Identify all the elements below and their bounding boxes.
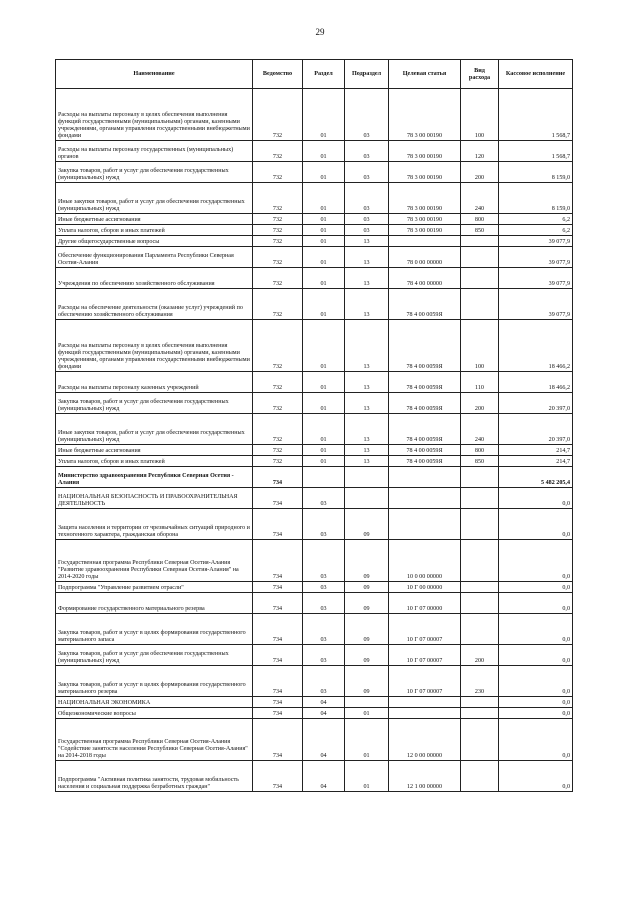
cell-section: 01 xyxy=(303,320,345,372)
cell-section: 01 xyxy=(303,141,345,162)
table-row xyxy=(56,89,573,141)
table-row xyxy=(56,582,573,593)
table-row xyxy=(56,708,573,719)
cell-department: 734 xyxy=(253,488,303,509)
cell-department: 732 xyxy=(253,445,303,456)
table-row xyxy=(56,719,573,761)
cell-subsection: 13 xyxy=(345,414,389,445)
cell-target-item: 78 3 00 00190 xyxy=(389,183,461,214)
cell-cash-execution: 5 482 205,4 xyxy=(499,467,573,488)
table-row xyxy=(56,761,573,792)
cell-cash-execution: 6,2 xyxy=(499,214,573,225)
cell-department: 732 xyxy=(253,236,303,247)
cell-target-item: 78 3 00 00190 xyxy=(389,162,461,183)
cell-subsection: 13 xyxy=(345,268,389,289)
cell-department: 734 xyxy=(253,467,303,488)
cell-expense-type: 850 xyxy=(461,456,499,467)
cell-subsection xyxy=(345,488,389,509)
cell-expense-type xyxy=(461,582,499,593)
cell-section: 03 xyxy=(303,666,345,697)
cell-section: 03 xyxy=(303,509,345,540)
cell-target-item: 10 0 00 00000 xyxy=(389,540,461,582)
cell-subsection: 13 xyxy=(345,236,389,247)
cell-section: 01 xyxy=(303,268,345,289)
cell-subsection: 09 xyxy=(345,593,389,614)
table-row xyxy=(56,414,573,445)
cell-cash-execution: 1 568,7 xyxy=(499,89,573,141)
cell-expense-type: 800 xyxy=(461,445,499,456)
cell-cash-execution: 0,0 xyxy=(499,697,573,708)
header-expense-type: Вид расхода xyxy=(461,60,499,89)
cell-target-item: 78 4 00 00000 xyxy=(389,268,461,289)
cell-cash-execution: 0,0 xyxy=(499,488,573,509)
cell-name: Закупка товаров, работ и услуг в целях формирования государственного материального резерва xyxy=(56,666,253,697)
cell-name: Учреждения по обеспечению хозяйственного обслуживания xyxy=(56,268,253,289)
cell-subsection: 03 xyxy=(345,225,389,236)
cell-subsection: 03 xyxy=(345,183,389,214)
cell-cash-execution: 0,0 xyxy=(499,719,573,761)
table-row xyxy=(56,666,573,697)
table-row xyxy=(56,393,573,414)
cell-name: НАЦИОНАЛЬНАЯ БЕЗОПАСНОСТЬ И ПРАВООХРАНИТЕЛЬНАЯ ДЕЯТЕЛЬНОСТЬ xyxy=(56,488,253,509)
cell-target-item: 78 4 00 0059Я xyxy=(389,393,461,414)
cell-name: Закупка товаров, работ и услуг для обеспечения государственных (муниципальных) нужд xyxy=(56,162,253,183)
cell-department: 734 xyxy=(253,708,303,719)
header-target-item: Целевая статья xyxy=(389,60,461,89)
cell-target-item: 78 4 00 0059Я xyxy=(389,372,461,393)
table-row xyxy=(56,162,573,183)
cell-section: 03 xyxy=(303,645,345,666)
cell-target-item xyxy=(389,236,461,247)
cell-cash-execution: 39 077,9 xyxy=(499,289,573,320)
header-subsection: Подраздел xyxy=(345,60,389,89)
cell-expense-type: 800 xyxy=(461,214,499,225)
cell-subsection: 13 xyxy=(345,445,389,456)
cell-subsection: 03 xyxy=(345,89,389,141)
table-row xyxy=(56,289,573,320)
cell-subsection xyxy=(345,697,389,708)
cell-name: Другие общегосударственные вопросы xyxy=(56,236,253,247)
cell-section: 01 xyxy=(303,214,345,225)
cell-subsection: 09 xyxy=(345,666,389,697)
cell-department: 732 xyxy=(253,456,303,467)
cell-section: 01 xyxy=(303,236,345,247)
cell-target-item: 12 1 00 00000 xyxy=(389,761,461,792)
cell-cash-execution: 39 077,9 xyxy=(499,268,573,289)
page-number: 29 xyxy=(315,27,325,37)
cell-target-item xyxy=(389,467,461,488)
cell-cash-execution: 6,2 xyxy=(499,225,573,236)
cell-subsection: 13 xyxy=(345,247,389,268)
cell-section: 01 xyxy=(303,162,345,183)
table-row xyxy=(56,488,573,509)
cell-cash-execution: 18 466,2 xyxy=(499,372,573,393)
cell-section: 04 xyxy=(303,719,345,761)
cell-cash-execution: 18 466,2 xyxy=(499,320,573,372)
cell-expense-type: 120 xyxy=(461,141,499,162)
cell-name: Уплата налогов, сборов и иных платежей xyxy=(56,456,253,467)
cell-department: 734 xyxy=(253,666,303,697)
cell-expense-type: 240 xyxy=(461,183,499,214)
cell-name: Формирование государственного материального резерва xyxy=(56,593,253,614)
cell-department: 732 xyxy=(253,289,303,320)
cell-expense-type xyxy=(461,540,499,582)
cell-target-item: 10 Г 00 00000 xyxy=(389,582,461,593)
cell-section: 01 xyxy=(303,372,345,393)
cell-cash-execution: 8 159,0 xyxy=(499,183,573,214)
table-row xyxy=(56,645,573,666)
cell-section: 03 xyxy=(303,540,345,582)
header-section: Раздел xyxy=(303,60,345,89)
table-row xyxy=(56,372,573,393)
cell-department: 734 xyxy=(253,614,303,645)
cell-subsection: 09 xyxy=(345,645,389,666)
cell-expense-type: 230 xyxy=(461,666,499,697)
cell-name: Государственная программа Республики Северная Осетия-Алания "Развитие здравоохранения Республики Северная Осетия-Алания" на 2014-2020 годы xyxy=(56,540,253,582)
budget-execution-table xyxy=(55,59,573,792)
cell-target-item: 78 3 00 00190 xyxy=(389,214,461,225)
cell-expense-type: 200 xyxy=(461,393,499,414)
table-row xyxy=(56,614,573,645)
cell-subsection: 13 xyxy=(345,289,389,320)
cell-target-item: 78 3 00 00190 xyxy=(389,141,461,162)
cell-section xyxy=(303,467,345,488)
cell-name: Иные закупки товаров, работ и услуг для обеспечения государственных (муниципальных) нужд xyxy=(56,414,253,445)
table-row xyxy=(56,320,573,372)
table-row xyxy=(56,697,573,708)
cell-subsection: 09 xyxy=(345,614,389,645)
cell-expense-type xyxy=(461,719,499,761)
cell-expense-type: 100 xyxy=(461,89,499,141)
table-header-row xyxy=(56,60,573,89)
cell-department: 732 xyxy=(253,414,303,445)
cell-cash-execution: 39 077,9 xyxy=(499,247,573,268)
cell-target-item: 10 Г 07 00007 xyxy=(389,666,461,697)
cell-expense-type: 100 xyxy=(461,320,499,372)
cell-name: Закупка товаров, работ и услуг для обеспечения государственных (муниципальных) нужд xyxy=(56,393,253,414)
table-row xyxy=(56,214,573,225)
cell-name: Расходы на выплаты персоналу государственных (муниципальных) органов xyxy=(56,141,253,162)
cell-name: Подпрограмма "Управление развитием отрасли" xyxy=(56,582,253,593)
cell-section: 03 xyxy=(303,488,345,509)
cell-name: Общеэкономические вопросы xyxy=(56,708,253,719)
cell-target-item: 78 4 00 0059Я xyxy=(389,320,461,372)
cell-target-item xyxy=(389,509,461,540)
cell-subsection: 13 xyxy=(345,320,389,372)
cell-subsection xyxy=(345,467,389,488)
cell-target-item: 78 4 00 0059Я xyxy=(389,456,461,467)
cell-target-item xyxy=(389,488,461,509)
cell-cash-execution: 20 397,0 xyxy=(499,414,573,445)
cell-department: 734 xyxy=(253,719,303,761)
cell-department: 734 xyxy=(253,697,303,708)
cell-expense-type xyxy=(461,247,499,268)
cell-subsection: 13 xyxy=(345,456,389,467)
cell-name: Государственная программа Республики Северная Осетия-Алания "Содействие занятости населения Республики Северная Осетия-Алания" на 2014-2018 годы xyxy=(56,719,253,761)
cell-subsection: 01 xyxy=(345,708,389,719)
cell-name: Подпрограмма "Активная политика занятости, трудовая мобильность населения и социальная поддержка безработных граждан" xyxy=(56,761,253,792)
cell-section: 04 xyxy=(303,697,345,708)
cell-department: 734 xyxy=(253,509,303,540)
cell-section: 04 xyxy=(303,761,345,792)
cell-target-item: 78 4 00 0059Я xyxy=(389,414,461,445)
cell-subsection: 03 xyxy=(345,162,389,183)
cell-subsection: 13 xyxy=(345,372,389,393)
cell-target-item: 78 3 00 00190 xyxy=(389,89,461,141)
cell-target-item: 78 3 00 00190 xyxy=(389,225,461,236)
header-department: Ведомство xyxy=(253,60,303,89)
cell-section: 01 xyxy=(303,414,345,445)
cell-expense-type xyxy=(461,268,499,289)
cell-section: 01 xyxy=(303,247,345,268)
cell-cash-execution: 8 159,0 xyxy=(499,162,573,183)
table-row xyxy=(56,445,573,456)
cell-subsection: 09 xyxy=(345,509,389,540)
cell-cash-execution: 20 397,0 xyxy=(499,393,573,414)
cell-department: 734 xyxy=(253,645,303,666)
table-row xyxy=(56,509,573,540)
cell-department: 732 xyxy=(253,89,303,141)
table-row xyxy=(56,467,573,488)
table-row xyxy=(56,456,573,467)
cell-target-item: 78 4 00 0059Я xyxy=(389,289,461,320)
cell-department: 732 xyxy=(253,247,303,268)
cell-cash-execution: 0,0 xyxy=(499,509,573,540)
cell-expense-type xyxy=(461,509,499,540)
cell-expense-type xyxy=(461,593,499,614)
cell-cash-execution: 214,7 xyxy=(499,445,573,456)
table-row xyxy=(56,268,573,289)
cell-subsection: 03 xyxy=(345,214,389,225)
cell-cash-execution: 0,0 xyxy=(499,582,573,593)
table-row xyxy=(56,141,573,162)
cell-section: 03 xyxy=(303,582,345,593)
cell-name: Закупка товаров, работ и услуг для обеспечения государственных (муниципальных) нужд xyxy=(56,645,253,666)
cell-expense-type xyxy=(461,697,499,708)
cell-department: 734 xyxy=(253,582,303,593)
cell-subsection: 01 xyxy=(345,719,389,761)
cell-department: 734 xyxy=(253,593,303,614)
cell-expense-type: 110 xyxy=(461,372,499,393)
cell-cash-execution: 39 077,9 xyxy=(499,236,573,247)
cell-expense-type xyxy=(461,708,499,719)
cell-section: 01 xyxy=(303,225,345,236)
cell-cash-execution: 0,0 xyxy=(499,666,573,697)
cell-target-item: 10 Г 07 00000 xyxy=(389,593,461,614)
cell-name: Уплата налогов, сборов и иных платежей xyxy=(56,225,253,236)
cell-name: Защита населения и территории от чрезвычайных ситуаций природного и техногенного характера, гражданская оборона xyxy=(56,509,253,540)
cell-subsection: 13 xyxy=(345,393,389,414)
cell-name: Иные закупки товаров, работ и услуг для обеспечения государственных (муниципальных) нужд xyxy=(56,183,253,214)
cell-subsection: 09 xyxy=(345,582,389,593)
cell-section: 01 xyxy=(303,393,345,414)
cell-section: 03 xyxy=(303,593,345,614)
cell-section: 01 xyxy=(303,456,345,467)
cell-subsection: 03 xyxy=(345,141,389,162)
cell-name: Расходы на выплаты персоналу в целях обеспечения выполнения функций государственными (муниципальными) органами, казенными учреждениями, органами управления государственными внебюджетными фондами xyxy=(56,320,253,372)
cell-target-item: 10 Г 07 00007 xyxy=(389,614,461,645)
cell-section: 04 xyxy=(303,708,345,719)
table-row xyxy=(56,183,573,214)
cell-department: 732 xyxy=(253,141,303,162)
cell-subsection: 01 xyxy=(345,761,389,792)
cell-subsection: 09 xyxy=(345,540,389,582)
table-row xyxy=(56,247,573,268)
cell-name: НАЦИОНАЛЬНАЯ ЭКОНОМИКА xyxy=(56,697,253,708)
cell-name: Иные бюджетные ассигнования xyxy=(56,445,253,456)
cell-cash-execution: 0,0 xyxy=(499,593,573,614)
cell-cash-execution: 214,7 xyxy=(499,456,573,467)
cell-cash-execution: 0,0 xyxy=(499,540,573,582)
cell-target-item: 12 0 00 00000 xyxy=(389,719,461,761)
cell-cash-execution: 1 568,7 xyxy=(499,141,573,162)
table-row xyxy=(56,593,573,614)
cell-name: Обеспечение функционирования Парламента Республики Северная Осетия-Алания xyxy=(56,247,253,268)
cell-expense-type: 200 xyxy=(461,645,499,666)
cell-department: 732 xyxy=(253,393,303,414)
cell-name: Расходы на обеспечение деятельности (оказание услуг) учреждений по обеспечению хозяйственного обслуживания xyxy=(56,289,253,320)
cell-expense-type xyxy=(461,761,499,792)
cell-expense-type xyxy=(461,236,499,247)
cell-name: Расходы на выплаты персоналу казенных учреждений xyxy=(56,372,253,393)
cell-target-item: 10 Г 07 00007 xyxy=(389,645,461,666)
table-row xyxy=(56,236,573,247)
cell-name: Закупка товаров, работ и услуг в целях формирования государственного материального запаса xyxy=(56,614,253,645)
cell-target-item: 78 4 00 0059Я xyxy=(389,445,461,456)
cell-department: 732 xyxy=(253,268,303,289)
header-name: Наименование xyxy=(56,60,253,89)
cell-section: 01 xyxy=(303,445,345,456)
table-row xyxy=(56,540,573,582)
cell-name: Расходы на выплаты персоналу в целях обеспечения выполнения функций государственными (муниципальными) органами, казенными учреждениями, органами управления государственными внебюджетными фондами xyxy=(56,89,253,141)
table-row xyxy=(56,225,573,236)
cell-expense-type: 850 xyxy=(461,225,499,236)
cell-expense-type: 240 xyxy=(461,414,499,445)
cell-expense-type: 200 xyxy=(461,162,499,183)
cell-department: 732 xyxy=(253,183,303,214)
cell-name: Иные бюджетные ассигнования xyxy=(56,214,253,225)
cell-cash-execution: 0,0 xyxy=(499,761,573,792)
cell-section: 01 xyxy=(303,289,345,320)
cell-department: 732 xyxy=(253,372,303,393)
cell-department: 734 xyxy=(253,761,303,792)
cell-expense-type xyxy=(461,614,499,645)
cell-cash-execution: 0,0 xyxy=(499,645,573,666)
cell-cash-execution: 0,0 xyxy=(499,708,573,719)
cell-department: 732 xyxy=(253,214,303,225)
cell-target-item xyxy=(389,697,461,708)
header-cash-execution: Кассовое исполнение xyxy=(499,60,573,89)
cell-section: 03 xyxy=(303,614,345,645)
table-body xyxy=(56,89,573,792)
cell-expense-type xyxy=(461,289,499,320)
cell-department: 734 xyxy=(253,540,303,582)
cell-cash-execution: 0,0 xyxy=(499,614,573,645)
cell-name: Министерство здравоохранения Республики Северная Осетия - Алания xyxy=(56,467,253,488)
cell-department: 732 xyxy=(253,320,303,372)
cell-target-item xyxy=(389,708,461,719)
cell-target-item: 78 0 00 00000 xyxy=(389,247,461,268)
cell-expense-type xyxy=(461,467,499,488)
cell-section: 01 xyxy=(303,89,345,141)
cell-department: 732 xyxy=(253,162,303,183)
cell-expense-type xyxy=(461,488,499,509)
cell-department: 732 xyxy=(253,225,303,236)
cell-section: 01 xyxy=(303,183,345,214)
